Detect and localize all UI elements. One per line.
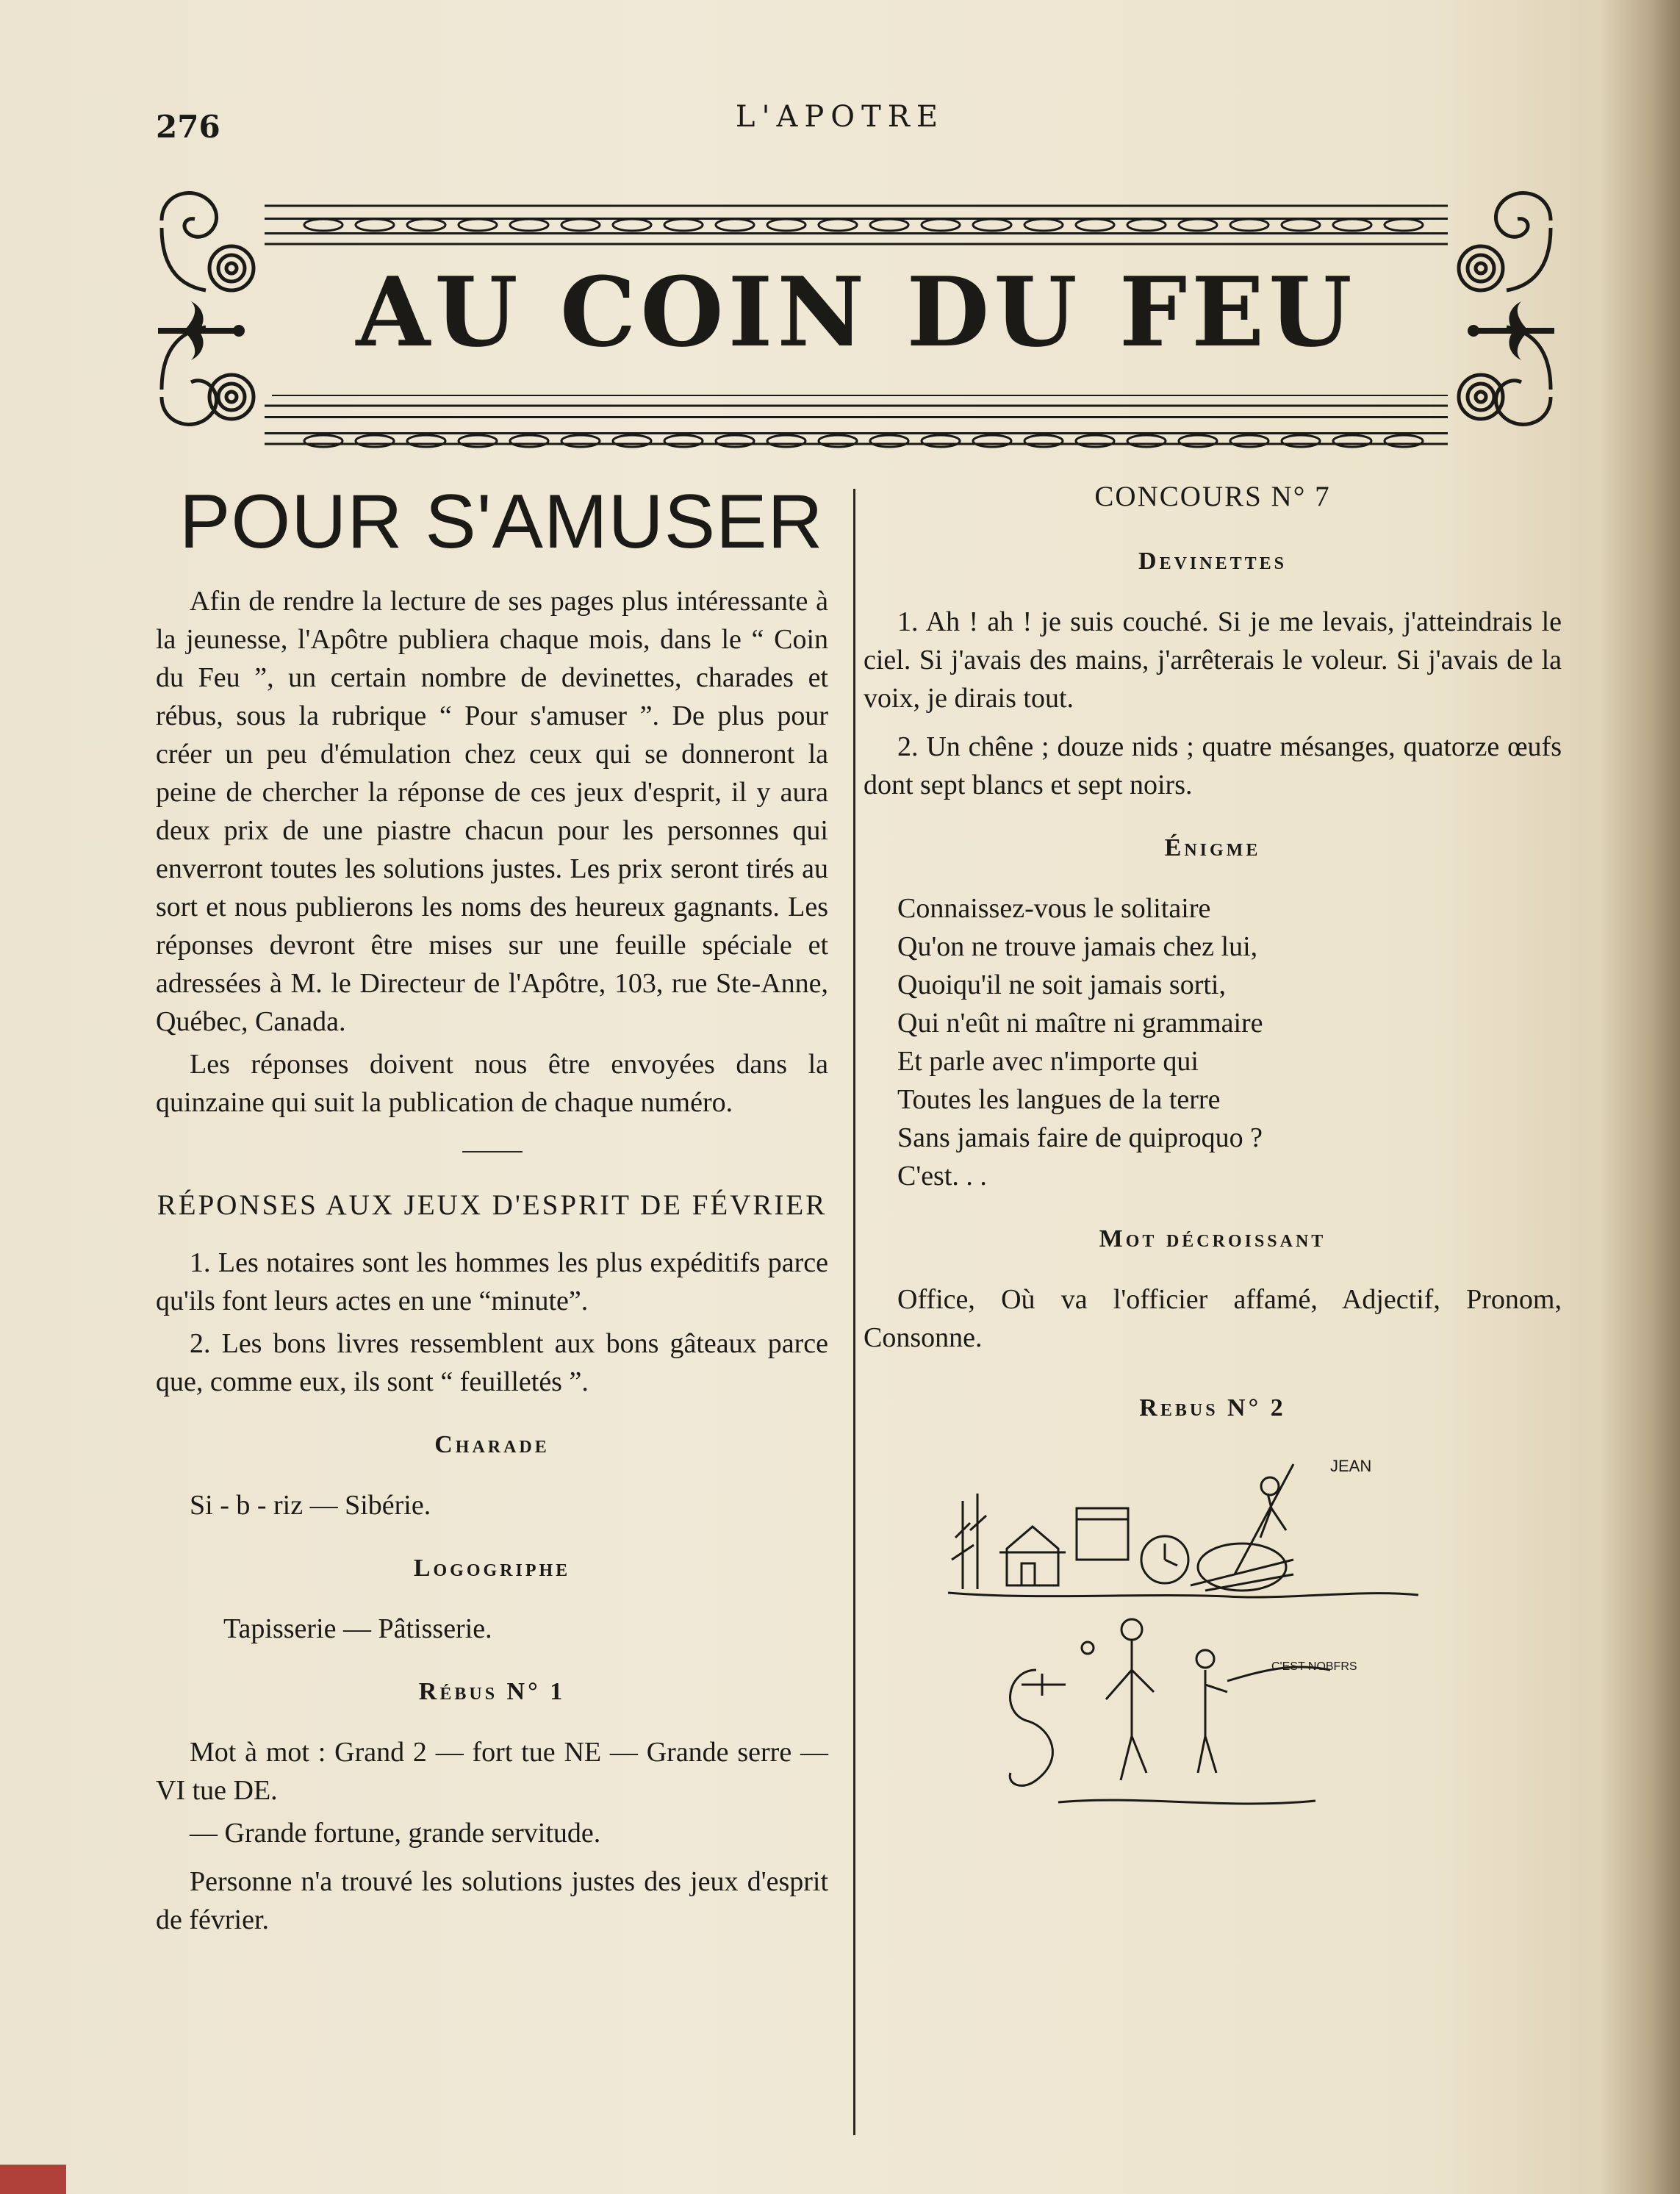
devinette-2: 2. Un chêne ; douze nids ; quatre mésanges, quatorze œufs dont sept blancs et sept noirs. [864,731,1562,800]
box-icon [1077,1508,1128,1560]
logogriphe-answer: Tapisserie — Pâtisserie. [223,1613,492,1644]
rebus-1-heading: Rébus N° 1 [418,1678,566,1705]
poem-line: Qu'on ne trouve jamais chez lui, [897,931,1258,962]
poem-line: Sans jamais faire de quiproquo ? [897,1122,1263,1153]
devinettes-heading: Devinettes [1138,548,1287,575]
mot-decroissant-text: Office, Où va l'officier affamé, Adjectif, Pronom, Consonne. [864,1284,1562,1353]
mot-decroissant-heading: Mot décroissant [1099,1225,1327,1252]
answer-2: 2. Les bons livres ressemblent aux bons gâteaux parce que, comme eux, ils sont “ feuilletés ”. [156,1328,828,1397]
s-letter-icon [1010,1670,1052,1785]
left-column [156,478,828,1943]
rebus-2-illustration [948,1449,1462,1861]
intro-paragraph: Afin de rendre la lecture de ses pages plus intéressante à la jeunesse, l'Apôtre publiera chaque mois, dans le “ Coin du Feu ”, un certain nombre de devinettes, charades et rébus, sous la rubrique “ Pour s'amuser ”. De plus pour créer un peu d'émulation chez ceux qui se donneront la peine de chercher la réponse de ces jeux d'esprit, il y aura deux prix de une piastre chacun pour les personnes qui enverront toutes les solutions justes. Les prix seront tirés au sort et nous publierons les noms des heureux gagnants. Les réponses devront être mises sur une feuille spéciale et adressées à M. le Directeur de l'Apôtre, 103, rue Ste-Anne, Québec, Canada. [156,586,828,1037]
rebus-1-answer: Mot à mot : Grand 2 — fort tue NE — Grande serre — VI tue DE. [156,1737,828,1806]
poem-line: Qui n'eût ni maître ni grammaire [897,1008,1263,1039]
banner-title: AU COIN DU FEU [356,256,1357,368]
rebus-2-heading: Rebus N° 2 [1139,1394,1286,1422]
poem-line: Connaissez-vous le solitaire [897,893,1211,924]
column-rule [853,489,855,2135]
book-binding-shadow [1599,0,1680,2194]
banner [154,176,1558,470]
stick-figure-icon [1198,1670,1227,1773]
scroll-ornament-icon [162,193,217,237]
page-number: 276 [156,109,220,145]
right-column [864,478,1562,1861]
devinette-1: 1. Ah ! ah ! je suis couché. Si je me levais, j'atteindrais le ciel. Si j'avais des mains, j'arrêterais le voleur. Si j'avais de la voix, je dirais tout. [864,606,1562,714]
rebus-1-meaning: — Grande fortune, grande servitude. [190,1818,601,1849]
stick-figure-icon [1106,1641,1154,1780]
section-heading-pour-samuser: POUR S'AMUSER [179,479,824,564]
rebus-label-jean: JEAN [1330,1457,1372,1475]
running-title: L'APOTRE [735,100,945,134]
closing-note: Personne n'a trouvé les solutions justes des jeux d'esprit de février. [156,1866,828,1935]
charade-heading: Charade [434,1431,550,1458]
rebus-label-cest: C'EST NOBFRS [1271,1660,1357,1673]
intro-paragraph-2: Les réponses doivent nous être envoyées dans la quinzaine qui suit la publication de chaque numéro. [156,1049,828,1118]
house-icon [1007,1527,1058,1585]
enigme-heading: Énigme [1164,834,1261,861]
answer-1: 1. Les notaires sont les hommes les plus expéditifs parce qu'ils font leurs actes en une “minute”. [156,1247,828,1316]
concours-heading: CONCOURS N° 7 [1094,481,1331,512]
separator-rule [462,1151,523,1152]
tree-icon [952,1494,986,1589]
page-corner-mark [0,2165,66,2194]
enigme-poem [864,889,1562,1195]
rebus-drawing [948,1449,1462,1861]
poem-line: Quoiqu'il ne soit jamais sorti, [897,969,1226,1000]
poem-line: Et parle avec n'importe qui [897,1046,1199,1077]
poem-line: Toutes les langues de la terre [897,1084,1221,1115]
answers-heading: RÉPONSES AUX JEUX D'ESPRIT DE FÉVRIER [157,1189,828,1221]
logogriphe-heading: Logogriphe [413,1555,571,1582]
poem-line: C'est. . . [897,1161,987,1191]
charade-answer: Si - b - riz — Sibérie. [190,1490,431,1521]
